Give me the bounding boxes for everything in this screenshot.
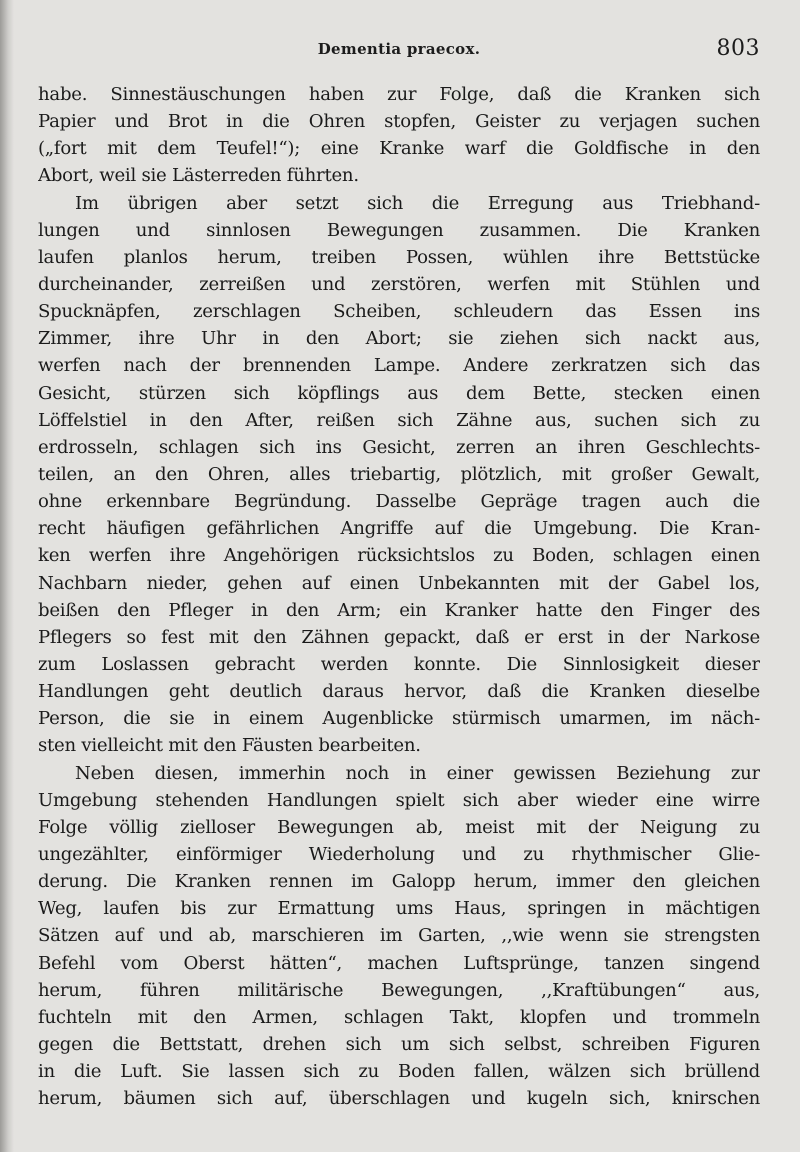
text-line: zum Loslassen gebracht werden konnte. Die Sinnlosigkeit dieser: [38, 653, 760, 675]
text-line: Sätzen auf und ab, marschieren im Garten, ,,wie wenn sie strengsten: [38, 925, 760, 947]
text-line: Zimmer, ihre Uhr in den Abort; sie ziehen sich nackt aus,: [38, 328, 760, 350]
text-line: Befehl vom Oberst hätten“, machen Luftsprünge, tanzen singend: [38, 952, 760, 974]
text-line: Neben diesen, immerhin noch in einer gewissen Beziehung zur: [75, 762, 760, 784]
text-line: teilen, an den Ohren, alles triebartig, plötzlich, mit großer Gewalt,: [38, 463, 760, 485]
paragraph-3: [38, 760, 760, 1113]
text-line: Gesicht, stürzen sich köpflings aus dem Bette, stecken einen: [38, 382, 760, 404]
text-line: laufen planlos herum, treiben Possen, wühlen ihre Bettstücke: [38, 246, 760, 268]
body-text: [38, 81, 760, 1112]
text-line: Folge völlig zielloser Bewegungen ab, meist mit der Neigung zu: [38, 816, 760, 838]
text-line: Person, die sie in einem Augenblicke stürmisch umarmen, im näch-: [38, 708, 760, 730]
text-line: Löffelstiel in den After, reißen sich Zähne aus, suchen sich zu: [38, 409, 760, 431]
text-line: in die Luft. Sie lassen sich zu Boden fallen, wälzen sich brüllend: [38, 1061, 760, 1083]
text-line: erdrosseln, schlagen sich ins Gesicht, zerren an ihren Geschlechts-: [38, 436, 760, 458]
text-line: habe. Sinnestäuschungen haben zur Folge, daß die Kranken sich: [38, 84, 760, 105]
text-line: Spucknäpfen, zerschlagen Scheiben, schleudern das Essen ins: [38, 301, 760, 323]
text-line: Papier und Brot in die Ohren stopfen, Geister zu verjagen suchen: [38, 111, 760, 133]
text-line: werfen nach der brennenden Lampe. Andere zerkratzen sich das: [38, 355, 760, 377]
text-line: herum, bäumen sich auf, überschlagen und kugeln sich, knirschen: [38, 1088, 760, 1110]
text-line: derung. Die Kranken rennen im Galopp herum, immer den gleichen: [38, 871, 760, 893]
text-line: Handlungen geht deutlich daraus hervor, daß die Kranken dieselbe: [38, 681, 760, 703]
text-line: durcheinander, zerreißen und zerstören, werfen mit Stühlen und: [38, 273, 760, 295]
text-line: sten vielleicht mit den Fäusten bearbeiten.: [38, 735, 421, 757]
text-line: recht häufigen gefährlichen Angriffe auf die Umgebung. Die Kran-: [38, 518, 760, 540]
text-line: Umgebung stehenden Handlungen spielt sich aber wieder eine wirre: [38, 789, 760, 811]
running-title: Dementia praecox.: [317, 40, 481, 58]
text-line: lungen und sinnlosen Bewegungen zusammen. Die Kranken: [38, 219, 760, 241]
text-line: ohne erkennbare Begründung. Dasselbe Gepräge tragen auch die: [38, 491, 760, 513]
text-line: Abort, weil sie Lästerreden führten.: [38, 165, 359, 187]
text-line: beißen den Pfleger in den Arm; ein Kranker hatte den Finger des: [38, 599, 760, 621]
text-line: ungezählter, einförmiger Wiederholung und zu rhythmischer Glie-: [38, 843, 760, 865]
paragraph-2: [38, 190, 760, 760]
text-line: herum, führen militärische Bewegungen, ,,Kraftübungen“ aus,: [38, 979, 760, 1001]
text-line: Weg, laufen bis zur Ermattung ums Haus, springen in mächtigen: [38, 898, 760, 920]
page-spine-shadow: [0, 0, 14, 1152]
text-line: gegen die Bettstatt, drehen sich um sich selbst, schreiben Figuren: [38, 1033, 760, 1055]
text-line: („fort mit dem Teufel!“); eine Kranke warf die Goldfische in den: [38, 138, 760, 160]
text-line: Pflegers so fest mit den Zähnen gepackt, daß er erst in der Narkose: [38, 626, 760, 648]
paragraph-1: [38, 81, 760, 190]
text-line: fuchteln mit den Armen, schlagen Takt, klopfen und trommeln: [38, 1006, 760, 1028]
text-line: Im übrigen aber setzt sich die Erregung aus Triebhand-: [75, 192, 760, 214]
text-line: ken werfen ihre Angehörigen rücksichtslos zu Boden, schlagen einen: [38, 545, 760, 567]
page-number: 803: [716, 36, 760, 61]
page-header: [38, 36, 760, 66]
text-line: Nachbarn nieder, gehen auf einen Unbekannten mit der Gabel los,: [38, 572, 760, 594]
